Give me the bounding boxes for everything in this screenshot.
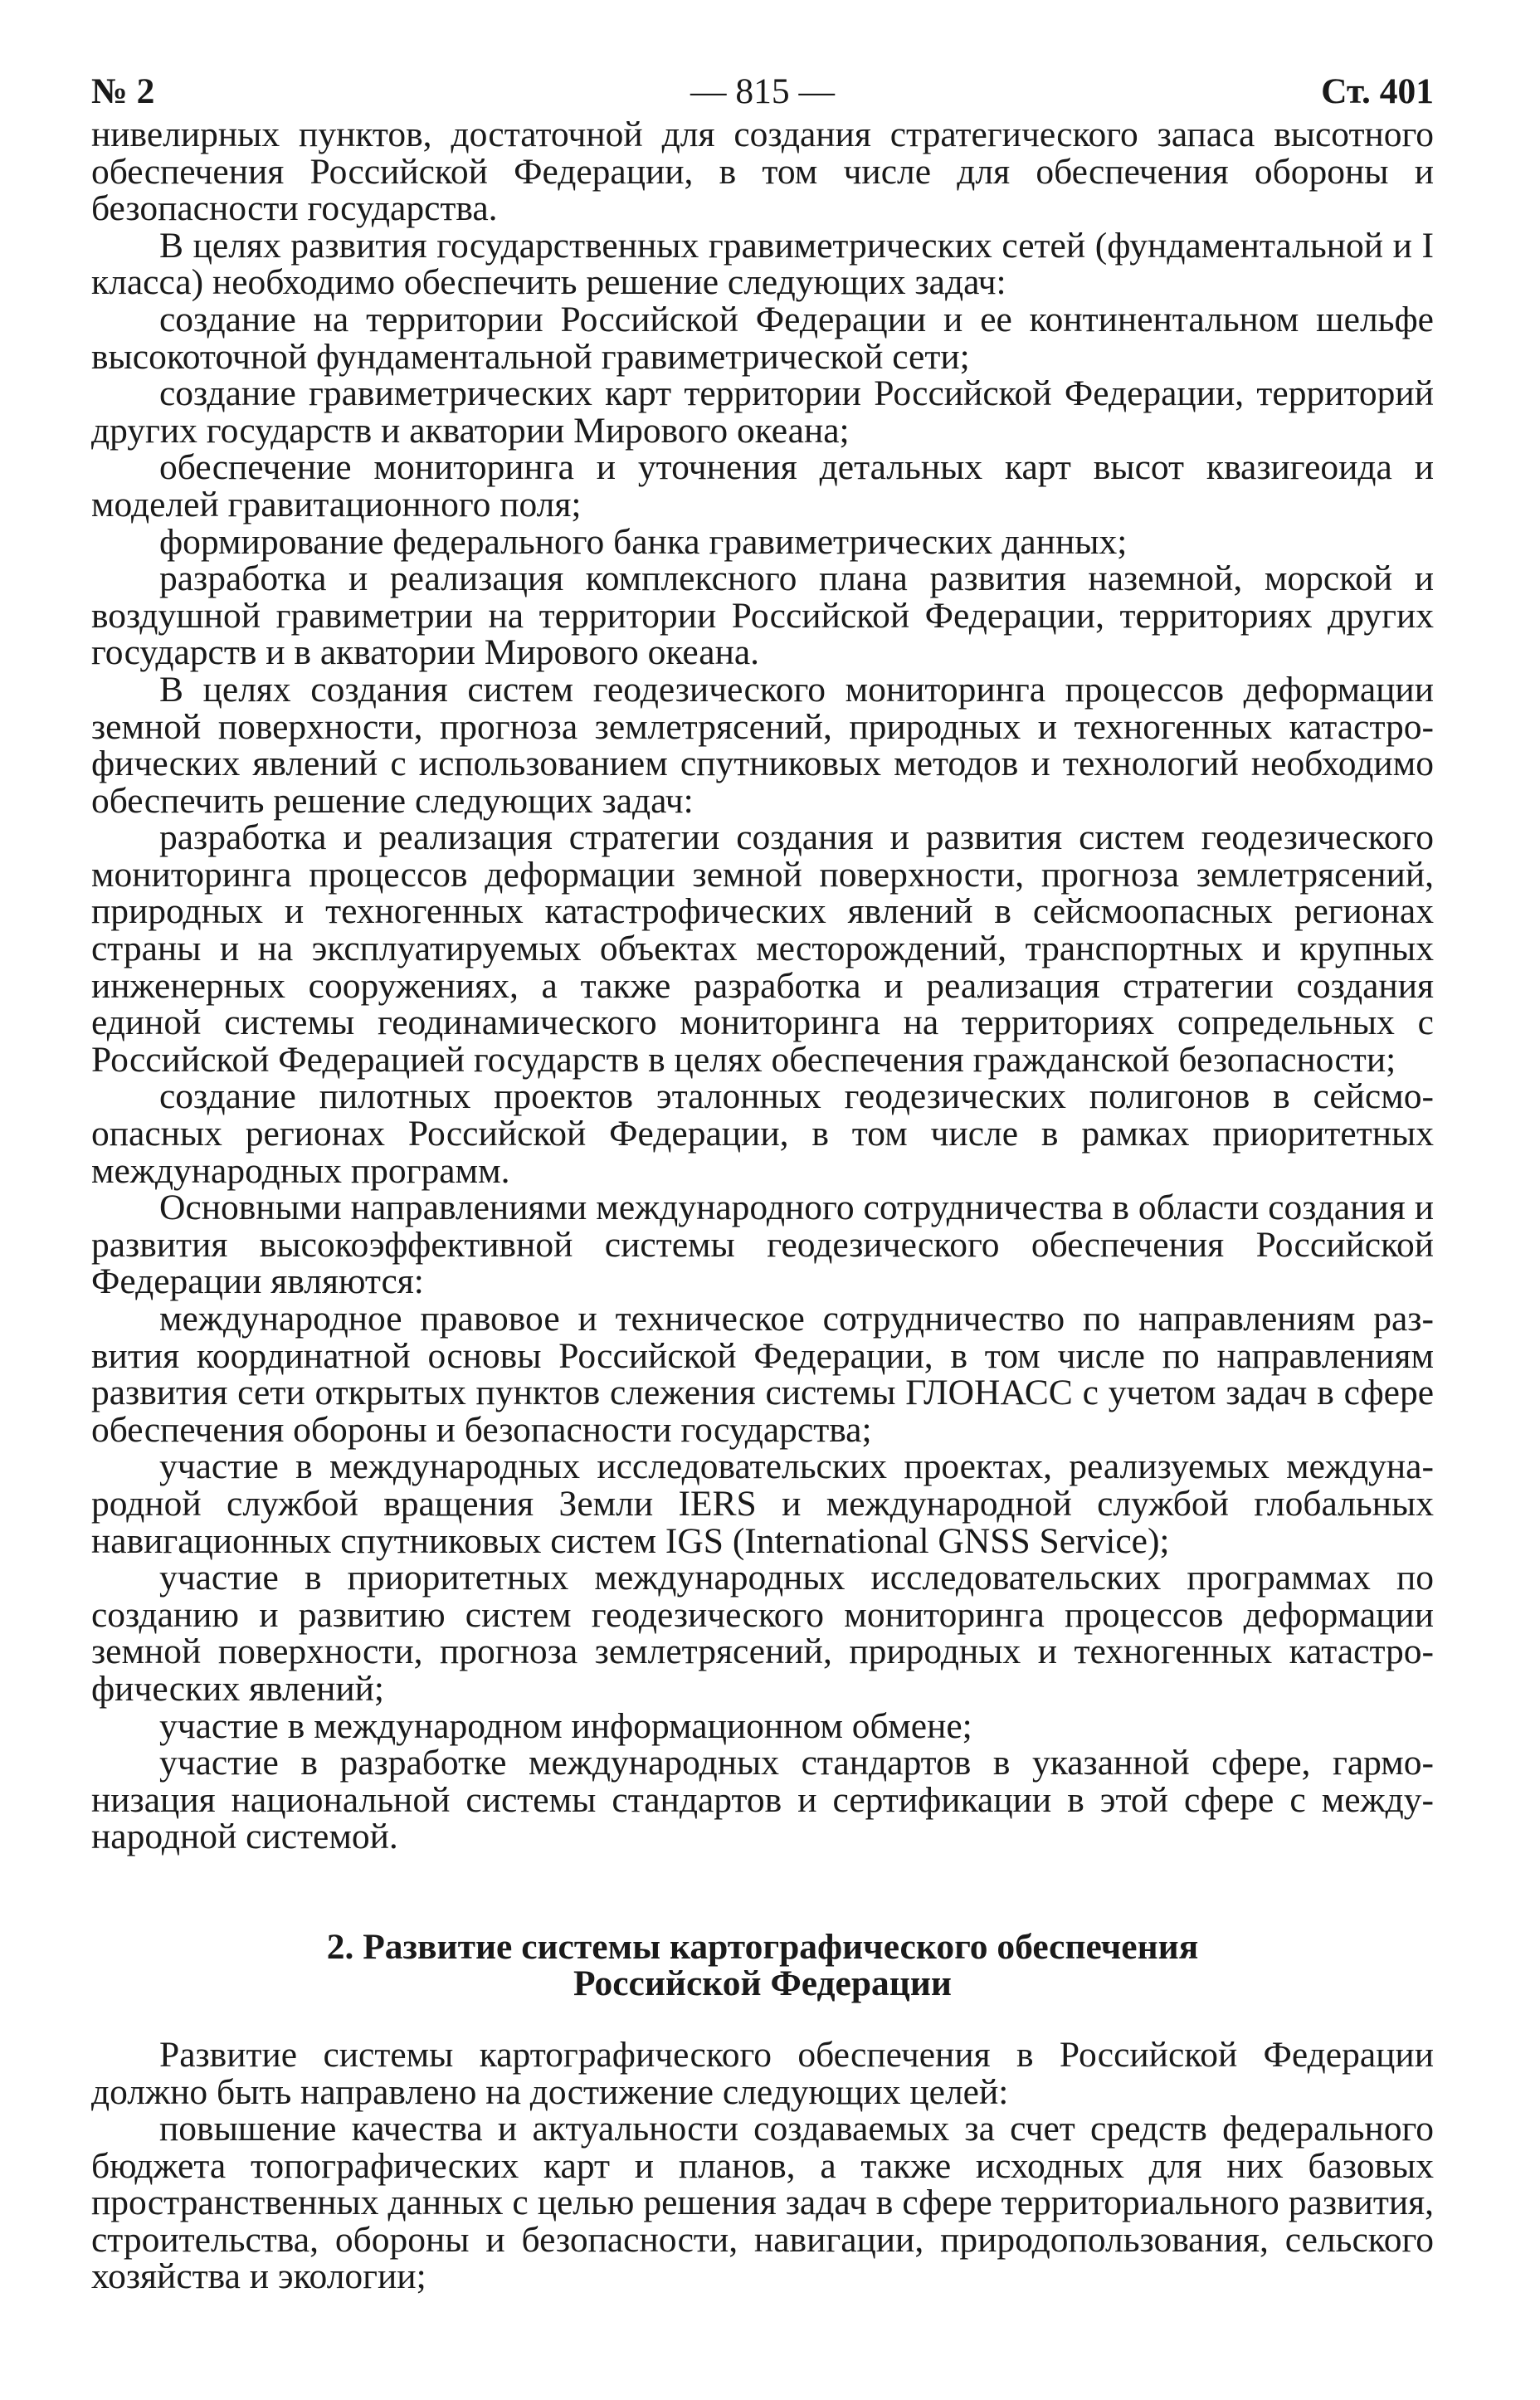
paragraph: Основными направлениями международного сотрудничества в области создания и развития высокоэффективной системы геодезического обеспечения Российской Федерации являются: <box>91 1188 1434 1302</box>
paragraph: создание гравиметрических карт территории Российской Федерации, территорий других государств и акватории Мирового океана; <box>91 373 1434 451</box>
paragraph: создание на территории Российской Федерации и ее континентальном шельфе высокоточной фундаментальной гравиметрической сети; <box>91 299 1434 377</box>
paragraph: разработка и реализация комплексного плана развития наземной, морской и воздушной гравиметрии на территории Российской Федерации, территориях других государств и в акватории Мирового океана. <box>91 559 1434 673</box>
issue-number: № 2 <box>91 71 155 111</box>
paragraph: международное правовое и техническое сотрудничество по направлениям развития координатной основы Российской Федерации, в том числе по направлениям развития сети открытых пунктов слежения системы ГЛОНАСС с учетом задач в сфере обеспечения обороны и безопасности государства; <box>91 1299 1434 1450</box>
paragraph: участие в международных исследовательских проектах, реализуемых международной службой вращения Земли IERS и международной службой глобальных навигационных спутниковых систем IGS (International GNSS Service); <box>91 1446 1434 1561</box>
paragraph: участие в международном информационном обмене; <box>159 1705 972 1746</box>
paragraph: повышение качества и актуальности создаваемых за счет средств федерального бюджета топографических карт и планов, а также исходных для них базовых пространственных данных с целью решения задач в сфере территориального развития, строительства, обороны и безопасности, навигации, природопользования, сельского хозяйства и экологии; <box>91 2109 1434 2297</box>
paragraph: формирование федерального банка гравиметрических данных; <box>159 521 1128 562</box>
paragraph: создание пилотных проектов эталонных геодезических полигонов в сейсмоопасных регионах Российской Федерации, в том числе в рамках приоритетных международных программ. <box>91 1076 1434 1191</box>
paragraph: обеспечение мониторинга и уточнения детальных карт высот квазигеоида и моделей гравитационного поля; <box>91 447 1434 524</box>
page-header <box>91 73 1434 116</box>
section-2-text <box>91 2034 1434 2297</box>
paragraph: Развитие системы картографического обеспечения в Российской Федерации должно быть направлено на достижение следующих целей: <box>91 2034 1434 2112</box>
document-body <box>91 116 1434 2295</box>
paragraph: разработка и реализация стратегии создания и развития систем геодезического мониторинга процессов деформации земной поверхности, прогноза землетрясений, природных и техногенных катастрофических явлений в сейсмоопасных регионах страны и на эксплуатируемых объектах месторождений, транспортных и крупных инженерных сооружениях, а также разработка и реализация стратегии создания единой системы геодинамического мониторинга на территориях сопредельных с Российской Федерацией государств в целях обеспечения гражданской безопасности; <box>91 817 1434 1080</box>
paragraph: нивелирных пунктов, достаточной для создания стратегического запаса высотного обеспечения Российской Федерации, в том числе для обеспечения обороны и безопасности государства. <box>91 115 1434 229</box>
paragraph: В целях развития государственных гравиметрических сетей (фундаментальной и I класса) необходимо обеспечить решение следующих задач: <box>91 225 1434 303</box>
paragraph: В целях создания систем геодезического мониторинга процессов деформации земной поверхности, прогноза землетрясений, природных и техногенных катастрофических явлений с использованием спутниковых методов и технологий необходимо обеспечить решение следующих задач: <box>91 669 1434 821</box>
section-heading-line-2: Российской Федерации <box>573 1963 952 2003</box>
section-heading-line-1: 2. Развитие системы картографического обеспечения <box>326 1926 1199 1967</box>
section-heading <box>91 1926 1434 2003</box>
section-1-text <box>91 116 1434 1856</box>
document-page <box>91 73 1434 2295</box>
article-number: Ст. 401 <box>1321 71 1434 111</box>
page-number: — 815 — <box>690 71 835 111</box>
paragraph: участие в разработке международных стандартов в указанной сфере, гармонизация национальной системы стандартов и сертификации в этой сфере с международной системой. <box>91 1743 1434 1857</box>
paragraph: участие в приоритетных международных исследовательских программах по созданию и развитию систем геодезического мониторинга процессов деформации земной поверхности, прогноза землетрясений, природных и техногенных катастрофических явлений; <box>91 1558 1434 1709</box>
